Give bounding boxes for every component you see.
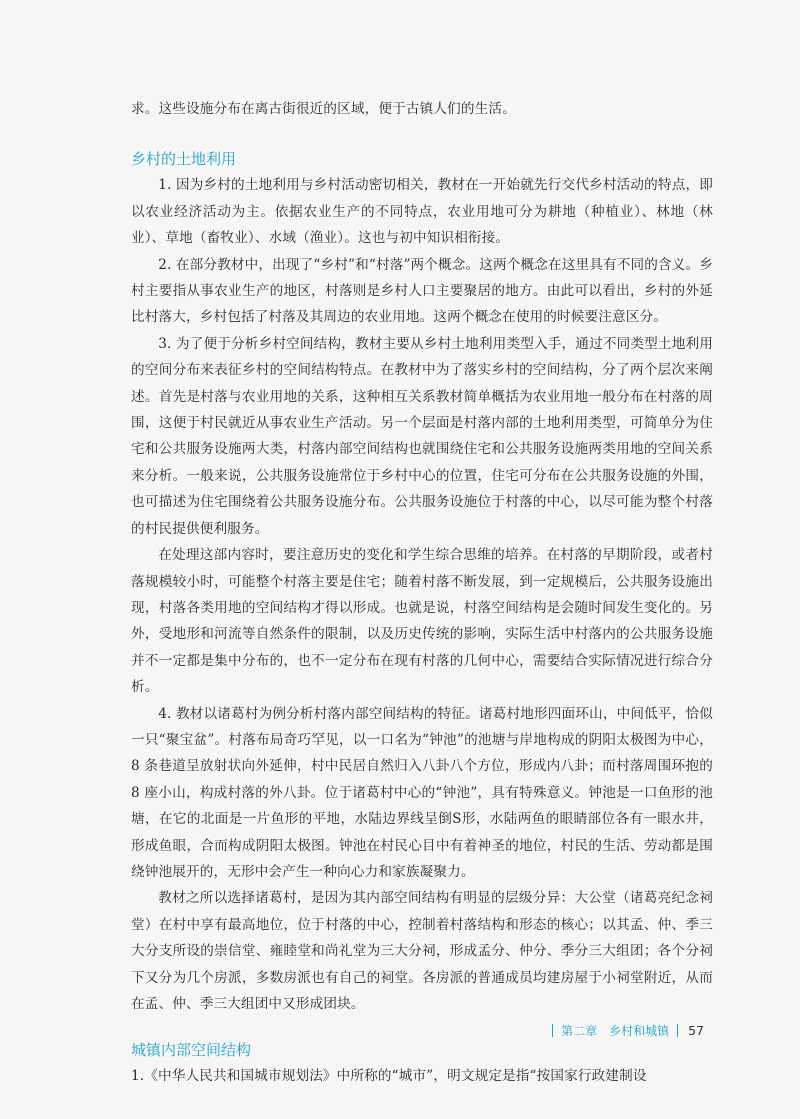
paragraph-1: 1. 因为乡村的土地利用与乡村活动密切相关，教材在一开始就先行交代乡村活动的特点，即以农业经济活动为主。依据农业生产的不同特点，农业用地可分为耕地（种植业）、林地（林业）、草地（畜牧业）、水域（渔业）。这也与初中知识相衔接。 bbox=[131, 177, 713, 247]
intro-paragraph: 求。这些设施分布在离古街很近的区域，便于古镇人们的生活。 bbox=[131, 101, 516, 117]
page-content bbox=[131, 96, 713, 1090]
paragraph-6: 教材之所以选择诸葛村，是因为其内部空间结构有明显的层级分异：大公堂（诸葛亮纪念祠堂）在村中享有最高地位，位于村落的中心，控制着村落结构和形态的核心；以其孟、仲、季三大分支所设的崇信堂、雍睦堂和尚礼堂为三大分祠，形成孟分、仲分、季分三大组团；各个分祠下又分为几个房派，多数房派也有自己的祠堂。各房派的普通成员均建房屋于小祠堂附近，从而在孟、仲、季三大组团中又形成团块。 bbox=[131, 890, 713, 1012]
section-heading-urban-structure: 城镇内部空间结构 bbox=[131, 1041, 252, 1060]
paragraph-4: 在处理这部内容时，要注意历史的变化和学生综合思维的培养。在村落的早期阶段，或者村落规模较小时，可能整个村落主要是住宅；随着村落不断发展，到一定规模后，公共服务设施出现，村落各类用地的空间结构才得以形成。也就是说，村落空间结构是会随时间发生变化的。另外，受地形和河流等自然条件的限制，以及历史传统的影响，实际生活中村落内的公共服务设施并不一定都是集中分布的，也不一定分布在现有村落的几何中心，需要结合实际情况进行综合分析。 bbox=[131, 547, 713, 696]
chapter-label: 第二章 乡村和城镇 bbox=[561, 1024, 670, 1038]
paragraph-5: 4. 教材以诸葛村为例分析村落内部空间结构的特征。诸葛村地形四面环山，中间低平，恰似一只“聚宝盆”。村落布局奇巧罕见，以一口名为“钟池”的池塘与岸地构成的阴阳太极图为中心，8 条巷道呈放射状向外延伸，村中民居自然归入八卦八个方位，形成内八卦；而村落周围环抱的8 座小山，构成村落的外八卦。位于诸葛村中心的“钟池”，具有特殊意义。钟池是一口鱼形的池塘，在它的北面是一片鱼形的平地，水陆边界线呈倒S形，水陆两鱼的眼睛部位各有一眼水井，形成鱼眼，合而构成阴阳太极图。钟池在村民心目中有着神圣的地位，村民的生活、劳动都是围绕钟池展开的，无形中会产生一种向心力和家族凝聚力。 bbox=[131, 705, 713, 880]
paragraph-2: 2. 在部分教材中，出现了“乡村”和“村落”两个概念。这两个概念在这里具有不同的含义。乡村主要指从事农业生产的地区，村落则是乡村人口主要聚居的地方。由此可以看出，乡村的外延比村落大，乡村包括了村落及其周边的农业用地。这两个概念在使用的时候要注意区分。 bbox=[131, 256, 713, 326]
page-footer bbox=[552, 1022, 704, 1039]
section-heading-rural-land-use: 乡村的土地利用 bbox=[131, 150, 237, 169]
paragraph-7: 1.《中华人民共和国城市规划法》中所称的“城市”，明文规定是指“按国家行政建制设 bbox=[131, 1068, 647, 1085]
page-number: 57 bbox=[688, 1023, 704, 1038]
footer-divider-right bbox=[677, 1024, 678, 1037]
footer-divider-left bbox=[552, 1024, 553, 1037]
paragraph-3: 3. 为了便于分析乡村空间结构，教材主要从乡村土地利用类型入手，通过不同类型土地利用的空间分布来表征乡村的空间结构特点。在教材中为了落实乡村的空间结构，分了两个层次来阐述。首先是村落与农业用地的关系，这种相互关系教材简单概括为农业用地一般分布在村落的周围，这便于村民就近从事农业生产活动。另一个层面是村落内部的土地利用类型，可简单分为住宅和公共服务设施两大类，村落内部空间结构也就围绕住宅和公共服务设施两类用地的空间关系来分析。一般来说，公共服务设施常位于乡村中心的位置，住宅可分布在公共服务设施的外围，也可描述为住宅围绕着公共服务设施分布。公共服务设施位于村落的中心，以尽可能为整个村落的村民提供便利服务。 bbox=[131, 335, 713, 537]
